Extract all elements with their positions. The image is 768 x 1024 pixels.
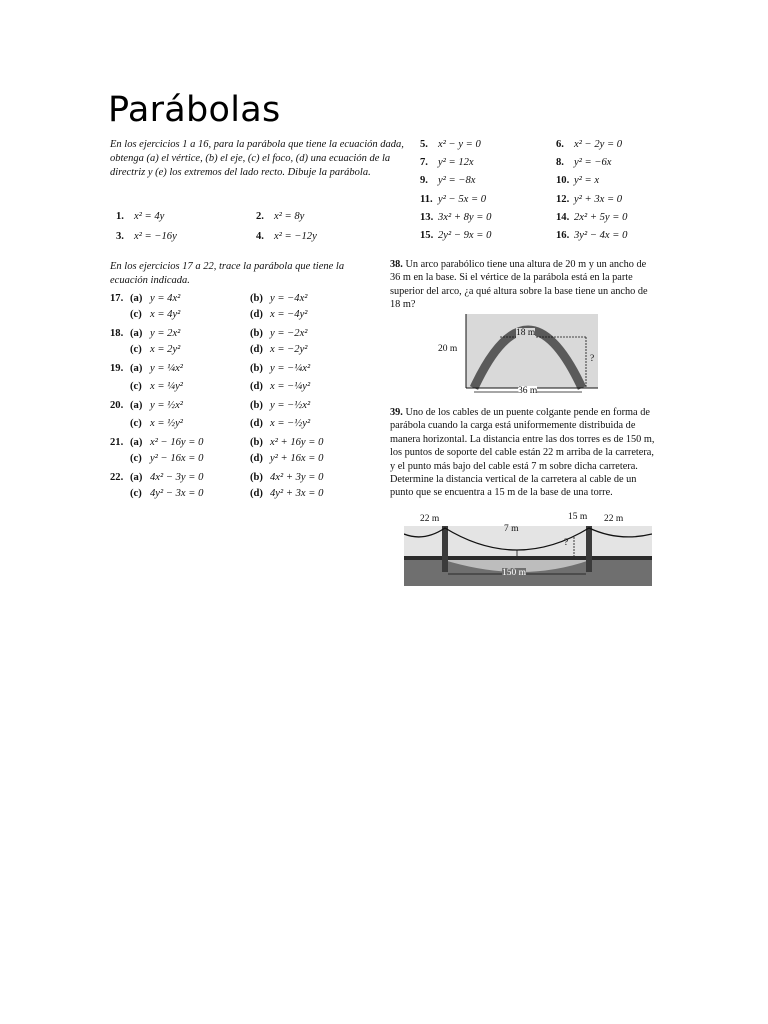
exercise-part-a: y = ½x² — [150, 400, 183, 411]
bridge-road — [404, 556, 652, 560]
exercise-number: 14. — [556, 211, 570, 223]
exercise-number: 21. — [110, 437, 124, 448]
part-label-d: (d) — [250, 381, 263, 392]
part-label-b: (b) — [250, 437, 263, 448]
exercise-part-a: y = 2x² — [150, 328, 181, 339]
exercise-part-b: y = −2x² — [270, 328, 308, 339]
exercise-part-c: x = ½y² — [150, 418, 183, 429]
intro-1-16: En los ejercicios 1 a 16, para la parábola que tiene la ecuación dada, obtenga (a) el vértice, (b) el eje, (c) el foco, (d) una ecuación de la directriz y (e) los extremos del lado recto. Dibuje la parábola. — [110, 139, 404, 178]
exercise-equation: x² = 4y — [134, 211, 165, 222]
part-label-c: (c) — [130, 381, 142, 392]
part-label-b: (b) — [250, 400, 263, 411]
part-label-d: (d) — [250, 453, 263, 464]
exercise-equation: x² − y = 0 — [438, 139, 481, 150]
exercise-part-c: x = 2y² — [150, 344, 181, 355]
bridge-unknown-label: ? — [564, 538, 569, 548]
exercise-part-c: x = ¼y² — [150, 381, 183, 392]
arch-height-label: 20 m — [438, 344, 458, 354]
exercise-part-b: y = −4x² — [270, 293, 308, 304]
exercise-equation: 2x² + 5y = 0 — [574, 211, 628, 223]
exercise-number: 8. — [556, 157, 564, 169]
part-label-d: (d) — [250, 309, 263, 320]
exercise-part-d: x = −4y² — [270, 309, 308, 320]
page-title: Parábolas — [108, 90, 281, 130]
problem-39-text: Uno de los cables de un puente colgante pende en forma de parábola cuando la carga está uniformemente distribuida de manera horizontal. La distancia entre las dos torres es de 150 m, los puntos de soporte del cable están 22 m arriba de la carretera, y el punto más bajo del cable está 7 m sobre dicha carretera. Determine la distancia vertical de la carretera al cable de un punto que se encuentra a 15 m de la base de una torre. — [390, 407, 655, 499]
exercise-equation: y² = −8x — [438, 175, 476, 187]
bridge-left-tower — [442, 526, 448, 572]
intro-17-22: En los ejercicios 17 a 22, trace la parábola que tiene la ecuación indicada. — [110, 261, 345, 286]
arch-figure — [438, 310, 618, 394]
exercise-part-a: y = ¼x² — [150, 363, 183, 374]
bridge-low-point-label: 7 m — [504, 524, 519, 534]
part-label-a: (a) — [130, 472, 143, 483]
part-label-d: (d) — [250, 344, 263, 355]
part-label-c: (c) — [130, 488, 142, 499]
exercise-number: 18. — [110, 328, 124, 339]
arch-unknown-label: ? — [590, 354, 595, 364]
exercise-part-d: x = −2y² — [270, 344, 308, 355]
part-label-a: (a) — [130, 328, 143, 339]
problem-39 — [390, 406, 656, 500]
bridge-span-label: 150 m — [502, 568, 527, 578]
exercise-number: 6. — [556, 139, 564, 150]
exercise-equation: y² = x — [574, 175, 600, 187]
exercise-number: 9. — [420, 175, 428, 187]
exercise-number: 15. — [420, 230, 434, 241]
exercise-part-b: y = −¼x² — [270, 363, 311, 374]
part-label-b: (b) — [250, 328, 263, 339]
exercise-number: 3. — [116, 231, 124, 242]
exercise-part-a: x² − 16y = 0 — [150, 437, 204, 448]
part-label-c: (c) — [130, 344, 142, 355]
problem-39-number: 39. — [390, 407, 403, 418]
exercise-part-a: 4x² − 3y = 0 — [150, 472, 204, 483]
textbook-scan — [108, 132, 656, 590]
bridge-figure — [404, 512, 652, 590]
exercise-number: 10. — [556, 175, 570, 187]
part-label-b: (b) — [250, 472, 263, 483]
part-label-c: (c) — [130, 309, 142, 320]
part-label-b: (b) — [250, 363, 263, 374]
exercise-equation: 3y² − 4x = 0 — [574, 230, 628, 241]
exercise-number: 1. — [116, 211, 124, 222]
exercise-equation: y² = 12x — [438, 157, 474, 169]
bridge-near-tower-label: 15 m — [568, 512, 588, 522]
exercise-number: 20. — [110, 400, 124, 411]
exercise-part-c: x = 4y² — [150, 309, 181, 320]
part-label-a: (a) — [130, 293, 143, 304]
part-label-c: (c) — [130, 453, 142, 464]
exercise-number: 13. — [420, 211, 434, 223]
exercise-equation: x² = −16y — [134, 231, 177, 242]
exercise-part-c: y² − 16x = 0 — [150, 453, 204, 464]
part-label-a: (a) — [130, 400, 143, 411]
exercise-number: 12. — [556, 193, 570, 205]
problem-38 — [390, 258, 656, 312]
exercise-number: 17. — [110, 293, 124, 304]
part-label-a: (a) — [130, 363, 143, 374]
exercise-equation: 3x² + 8y = 0 — [438, 211, 492, 223]
exercise-equation: y² + 3x = 0 — [574, 193, 623, 205]
problem-38-text: Un arco parabólico tiene una altura de 20 m y un ancho de 36 m en la base. Si el vértice de la parábola está en la parte superior del arco, ¿a qué altura sobre la base tiene un ancho de 18 m? — [390, 259, 648, 311]
bridge-right-tower — [586, 526, 592, 572]
exercise-part-a: y = 4x² — [150, 293, 181, 304]
exercise-part-b: 4x² + 3y = 0 — [270, 472, 324, 483]
part-label-c: (c) — [130, 418, 142, 429]
exercise-number: 16. — [556, 230, 570, 241]
exercise-part-b: x² + 16y = 0 — [270, 437, 324, 448]
exercise-number: 2. — [256, 211, 264, 222]
exercise-part-d: y² + 16x = 0 — [270, 453, 324, 464]
bridge-left-tower-label: 22 m — [420, 514, 440, 524]
exercise-equation: x² = −12y — [274, 231, 317, 242]
arch-diagram — [438, 310, 618, 394]
exercise-number: 7. — [420, 157, 428, 169]
part-label-b: (b) — [250, 293, 263, 304]
exercise-equation: 2y² − 9x = 0 — [438, 230, 492, 241]
exercise-part-d: x = −¼y² — [270, 381, 311, 392]
bridge-right-tower-label: 22 m — [604, 514, 624, 524]
exercise-equation: y² = −6x — [574, 157, 612, 169]
exercise-number: 11. — [420, 193, 433, 205]
part-label-a: (a) — [130, 437, 143, 448]
exercise-equation: y² − 5x = 0 — [438, 193, 487, 205]
part-label-d: (d) — [250, 418, 263, 429]
arch-top-width-label: 18 m — [516, 328, 536, 338]
problem-38-number: 38. — [390, 259, 403, 270]
exercise-equation: x² = 8y — [274, 211, 305, 222]
exercise-part-d: 4y² + 3x = 0 — [270, 488, 324, 499]
exercise-number: 5. — [420, 139, 428, 150]
arch-base-width-label: 36 m — [518, 386, 538, 396]
part-label-d: (d) — [250, 488, 263, 499]
exercise-part-c: 4y² − 3x = 0 — [150, 488, 204, 499]
exercise-number: 4. — [256, 231, 264, 242]
exercise-number: 22. — [110, 472, 124, 483]
exercise-equation: x² − 2y = 0 — [574, 139, 623, 150]
exercise-part-b: y = −½x² — [270, 400, 311, 411]
exercise-number: 19. — [110, 363, 124, 374]
exercise-part-d: x = −½y² — [270, 418, 311, 429]
